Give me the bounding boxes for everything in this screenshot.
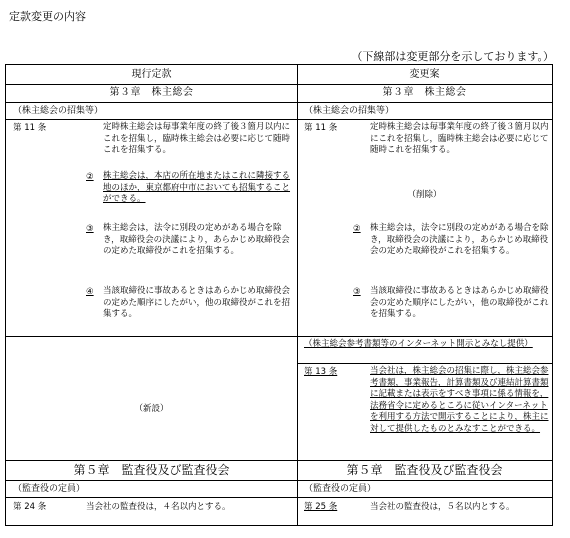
- row-divider: [297, 363, 552, 364]
- row-divider: [6, 84, 552, 85]
- comparison-table: [5, 64, 553, 526]
- chapter5-proposed: 第５章 監査役及び監査役会: [346, 463, 503, 477]
- art11-main-proposed: 定時株主総会は毎事業年度の終了後３箇月以内にこれを招集し，臨時株主総会は必要に応じて随時これを招集する。: [370, 122, 549, 155]
- art11-p3-text-proposed: 株主総会は，法令に別段の定めがある場合を除き，取締役会の決議により，あらかじめ取締役会の定めた取締役がこれを招集する。: [370, 223, 549, 256]
- art24-text-proposed: 当会社の監査役は，５名以内とする。: [370, 502, 515, 512]
- header-current: 現行定款: [131, 69, 172, 80]
- art24-label-proposed: 第 25 条: [304, 502, 338, 512]
- art24-label-current: 第 24 条: [13, 502, 47, 512]
- row-divider: [6, 336, 552, 337]
- row-divider: [6, 460, 552, 461]
- convocation-heading-proposed: （株主総会の招集等）: [304, 106, 395, 116]
- row-divider: [6, 102, 552, 103]
- header-proposed: 変更案: [409, 69, 440, 80]
- art11-p3-text-current: 株主総会は，法令に別段の定めがある場合を除き，取締役会の決議により，あらかじめ取締役会の定めた取締役がこれを招集する。: [103, 223, 290, 256]
- document-title: 定款変更の内容: [9, 10, 86, 23]
- art11-p4-num-proposed: ③: [353, 287, 361, 297]
- art11-p3-num-proposed: ②: [353, 224, 361, 234]
- row-divider: [297, 119, 552, 120]
- row-divider: [6, 480, 552, 481]
- art24-text-current: 当会社の監査役は，４名以内とする。: [86, 502, 231, 512]
- art11-p2-num: ②: [86, 172, 94, 182]
- art11-p4-num-current: ④: [86, 287, 94, 297]
- chapter3-current: 第３章 株主総会: [109, 87, 194, 98]
- art11-label-proposed: 第 11 条: [304, 123, 338, 133]
- art11-deleted: （削除）: [407, 190, 442, 200]
- row-divider: [6, 497, 552, 498]
- art11-main-current: 定時株主総会は毎事業年度の終了後３箇月以内にこれを招集し，臨時株主総会は必要に応じて随時これを招集する。: [103, 122, 291, 155]
- art13-heading: （株主総会参考書類等のインターネット開示とみなし提供）: [304, 339, 533, 349]
- art13-label: 第 13 条: [304, 367, 338, 377]
- art11-p4-text-proposed: 当該取締役に事故あるときはあらかじめ取締役会の定めた順序にしたがい，他の取締役がこれを招集する。: [370, 286, 549, 319]
- underline-note: （下線部は変更部分を示しております。）: [351, 50, 554, 63]
- art13-new-label: （新設）: [134, 404, 169, 414]
- auditor-heading-proposed: （監査役の定員）: [304, 484, 377, 494]
- art11-p4-text-current: 当該取締役に事故あるときはあらかじめ取締役会の定めた順序にしたがい，他の取締役がこれを招集する。: [103, 286, 291, 319]
- art13-text: 当会社は，株主総会の招集に際し，株主総会参考書類，事業報告，計算書類及び連結計算書類に記載または表示をすべき事項に係る情報を，法務省令に定めるところに従いインターネットを利用する方法で開示することにより，株主に対して提供したものとみなすことができる。: [370, 366, 549, 434]
- convocation-heading-current: （株主総会の招集等）: [13, 106, 104, 116]
- chapter5-current: 第５章 監査役及び監査役会: [73, 463, 230, 477]
- row-divider: [6, 119, 297, 120]
- art11-label-current: 第 11 条: [13, 123, 47, 133]
- column-divider: [297, 65, 298, 525]
- art11-p3-num-current: ③: [86, 224, 94, 234]
- art11-p2-text: 株主総会は，本店の所在地またはこれに隣接する地のほか，東京都府中市においても招集することができる。: [103, 171, 291, 204]
- auditor-heading-current: （監査役の定員）: [13, 484, 86, 494]
- chapter3-proposed: 第３章 株主総会: [382, 87, 467, 98]
